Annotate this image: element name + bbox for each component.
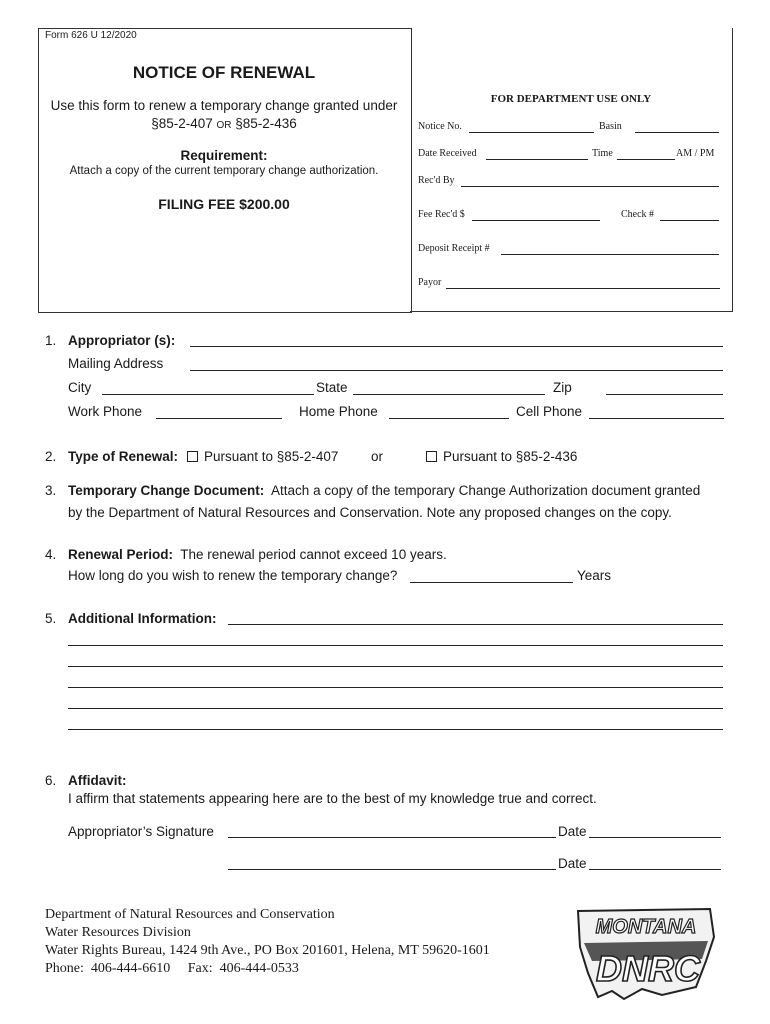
recd-by-field[interactable] — [461, 186, 719, 187]
section4-number: 4. — [45, 547, 57, 562]
additional-info-line[interactable] — [68, 666, 723, 667]
deposit-receipt-field[interactable] — [501, 254, 719, 255]
signature-label: Appropriator’s Signature — [68, 824, 214, 839]
filing-fee: FILING FEE $200.00 — [158, 196, 290, 212]
am-pm-label: AM / PM — [676, 148, 715, 159]
basin-field[interactable] — [635, 132, 719, 133]
footer-phone: Phone: 406-444-6610 Fax: 406-444-0533 — [45, 961, 299, 976]
header-right-box — [410, 28, 733, 312]
or-text: or — [371, 449, 384, 464]
additional-info-line[interactable] — [68, 645, 723, 646]
work-phone-field[interactable] — [156, 418, 282, 419]
requirement-text: Attach a copy of the current temporary change authorization. — [69, 165, 379, 177]
appropriator-field[interactable] — [190, 346, 723, 347]
time-label: Time — [592, 148, 613, 159]
section5-number: 5. — [45, 611, 57, 626]
requirement-label: Requirement: — [180, 148, 268, 163]
temp-change-doc-label: Temporary Change Document: — [68, 483, 265, 498]
additional-info-line[interactable] — [68, 729, 723, 730]
date-label-2: Date — [558, 856, 587, 871]
renewal-option-436[interactable] — [426, 449, 577, 464]
section3-line1 — [68, 483, 700, 498]
check-no-label: Check # — [621, 209, 655, 220]
temp-change-doc-text1: Attach a copy of the temporary Change Authorization document granted — [271, 483, 701, 498]
logo-text-montana: MONTANA — [595, 916, 697, 938]
basin-label: Basin — [599, 121, 622, 132]
home-phone-label: Home Phone — [299, 404, 378, 419]
section6-number: 6. — [45, 773, 57, 788]
affidavit-label: Affidavit: — [68, 773, 127, 788]
date-field-1[interactable] — [589, 837, 721, 838]
renewal-period-text: The renewal period cannot exceed 10 years. — [180, 547, 447, 562]
check-no-field[interactable] — [660, 220, 719, 221]
cell-phone-label: Cell Phone — [516, 404, 583, 419]
option-407-label: Pursuant to §85-2-407 — [204, 449, 339, 464]
section1-number: 1. — [45, 333, 57, 348]
city-label: City — [68, 380, 92, 395]
signature-field-2[interactable] — [228, 869, 556, 870]
footer-address: Water Rights Bureau, 1424 9th Ave., PO Box 201601, Helena, MT 59620-1601 — [45, 943, 490, 958]
date-received-field[interactable] — [486, 159, 588, 160]
type-of-renewal-label: Type of Renewal: — [68, 449, 179, 464]
recd-by-label: Rec'd By — [418, 175, 455, 186]
montana-dnrc-logo — [572, 903, 720, 1003]
city-field[interactable] — [102, 394, 314, 395]
subtitle-line2 — [38, 116, 410, 131]
mailing-address-field[interactable] — [190, 370, 723, 371]
date-received-label: Date Received — [418, 148, 477, 159]
cell-phone-field[interactable] — [589, 418, 724, 419]
fee-recd-field[interactable] — [472, 220, 600, 221]
statute-436: §85-2-436 — [231, 116, 297, 131]
years-label: Years — [577, 568, 612, 583]
zip-field[interactable] — [606, 394, 723, 395]
home-phone-field[interactable] — [389, 418, 509, 419]
or-word: OR — [216, 120, 232, 131]
payor-field[interactable] — [446, 288, 720, 289]
deposit-receipt-label: Deposit Receipt # — [418, 243, 490, 254]
subtitle-line1: Use this form to renew a temporary change granted under — [50, 98, 398, 113]
renewal-option-407[interactable] — [187, 449, 338, 464]
zip-label: Zip — [553, 380, 572, 395]
mailing-address-label: Mailing Address — [68, 356, 164, 371]
additional-info-label: Additional Information: — [68, 611, 217, 626]
section4-line1 — [68, 547, 447, 562]
date-field-2[interactable] — [589, 869, 721, 870]
additional-info-line[interactable] — [68, 708, 723, 709]
checkbox-407[interactable] — [187, 451, 198, 462]
work-phone-label: Work Phone — [68, 404, 143, 419]
additional-info-line[interactable] — [68, 687, 723, 688]
notice-no-field[interactable] — [469, 132, 594, 133]
page-title: NOTICE OF RENEWAL — [132, 63, 316, 82]
footer-dept: Department of Natural Resources and Conservation — [45, 907, 335, 922]
notice-no-label: Notice No. — [418, 121, 462, 132]
state-label: State — [316, 380, 348, 395]
option-436-label: Pursuant to §85-2-436 — [443, 449, 578, 464]
dept-use-heading: FOR DEPARTMENT USE ONLY — [490, 93, 652, 105]
payor-label: Payor — [418, 277, 442, 288]
time-field[interactable] — [617, 159, 675, 160]
renewal-years-field[interactable] — [410, 582, 573, 583]
affidavit-statement: I affirm that statements appearing here are to the best of my knowledge true and correct. — [68, 791, 597, 806]
montana-dnrc-logo-graphic — [572, 903, 720, 1003]
appropriator-label: Appropriator (s): — [68, 333, 176, 348]
statute-407: §85-2-407 — [151, 116, 217, 131]
section2-number: 2. — [45, 449, 57, 464]
footer-division: Water Resources Division — [45, 925, 191, 940]
date-label-1: Date — [558, 824, 587, 839]
state-field[interactable] — [353, 394, 545, 395]
form-id: Form 626 U 12/2020 — [45, 30, 137, 41]
section3-number: 3. — [45, 483, 57, 498]
temp-change-doc-text2: by the Department of Natural Resources and Conservation. Note any proposed changes on the copy. — [68, 505, 672, 520]
additional-info-line[interactable] — [228, 624, 723, 625]
fee-recd-label: Fee Rec'd $ — [418, 209, 465, 220]
renewal-question: How long do you wish to renew the temporary change? — [68, 568, 398, 583]
checkbox-436[interactable] — [426, 451, 437, 462]
renewal-period-label: Renewal Period: — [68, 547, 174, 562]
logo-text-dnrc: DNRC — [596, 948, 700, 989]
signature-field-1[interactable] — [228, 837, 556, 838]
